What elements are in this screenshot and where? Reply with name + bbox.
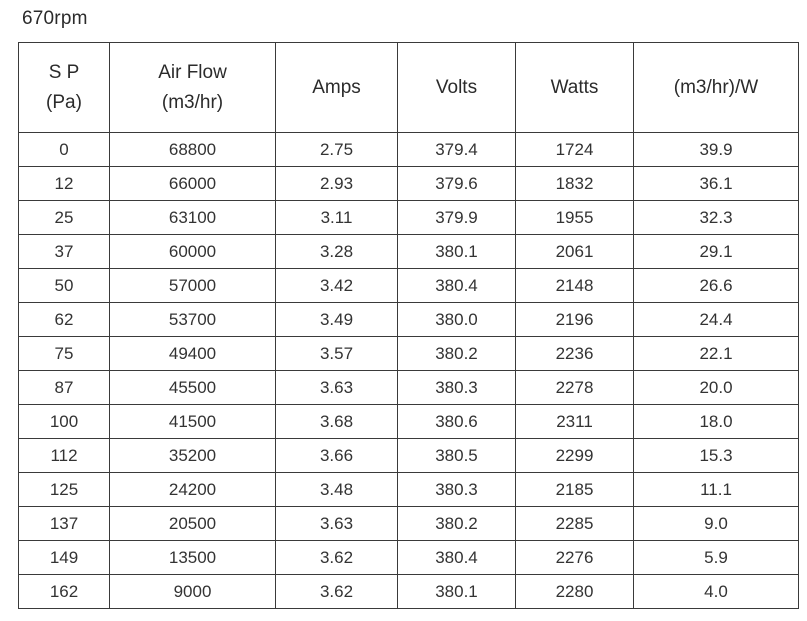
efficiency-cell: 39.9 [634, 133, 799, 167]
watts-cell: 2311 [516, 405, 634, 439]
air-flow-cell: 41500 [110, 405, 276, 439]
page-title: 670rpm [22, 8, 88, 29]
sp-cell: 87 [19, 371, 110, 405]
header-label-line2: (m3/hr) [161, 91, 224, 113]
header-static-pressure [19, 43, 110, 133]
header-volts: Volts [398, 43, 516, 133]
efficiency-cell: 18.0 [634, 405, 799, 439]
amps-cell: 2.75 [276, 133, 398, 167]
sp-cell: 12 [19, 167, 110, 201]
amps-cell: 3.63 [276, 507, 398, 541]
performance-table [18, 42, 799, 609]
table-row [19, 269, 799, 303]
air-flow-cell: 66000 [110, 167, 276, 201]
air-flow-cell: 20500 [110, 507, 276, 541]
watts-cell: 2285 [516, 507, 634, 541]
watts-cell: 2185 [516, 473, 634, 507]
amps-cell: 3.11 [276, 201, 398, 235]
efficiency-cell: 32.3 [634, 201, 799, 235]
sp-cell: 25 [19, 201, 110, 235]
header-efficiency: (m3/hr)/W [634, 43, 799, 133]
watts-cell: 2148 [516, 269, 634, 303]
header-watts: Watts [516, 43, 634, 133]
volts-cell: 380.4 [398, 541, 516, 575]
volts-cell: 380.6 [398, 405, 516, 439]
amps-cell: 3.49 [276, 303, 398, 337]
amps-cell: 3.57 [276, 337, 398, 371]
table-row [19, 575, 799, 609]
watts-cell: 2280 [516, 575, 634, 609]
watts-cell: 2196 [516, 303, 634, 337]
volts-cell: 380.3 [398, 371, 516, 405]
table-row [19, 201, 799, 235]
sp-cell: 162 [19, 575, 110, 609]
table-row [19, 541, 799, 575]
sp-cell: 37 [19, 235, 110, 269]
amps-cell: 3.68 [276, 405, 398, 439]
volts-cell: 380.2 [398, 507, 516, 541]
header-air-flow [110, 43, 276, 133]
air-flow-cell: 13500 [110, 541, 276, 575]
watts-cell: 1832 [516, 167, 634, 201]
efficiency-cell: 15.3 [634, 439, 799, 473]
air-flow-cell: 9000 [110, 575, 276, 609]
air-flow-cell: 45500 [110, 371, 276, 405]
amps-cell: 3.62 [276, 541, 398, 575]
volts-cell: 380.4 [398, 269, 516, 303]
volts-cell: 380.1 [398, 235, 516, 269]
efficiency-cell: 26.6 [634, 269, 799, 303]
volts-cell: 380.2 [398, 337, 516, 371]
efficiency-cell: 9.0 [634, 507, 799, 541]
watts-cell: 1955 [516, 201, 634, 235]
table-row [19, 167, 799, 201]
amps-cell: 3.63 [276, 371, 398, 405]
watts-cell: 2278 [516, 371, 634, 405]
table-row [19, 473, 799, 507]
air-flow-cell: 63100 [110, 201, 276, 235]
amps-cell: 3.66 [276, 439, 398, 473]
efficiency-cell: 11.1 [634, 473, 799, 507]
table-row [19, 507, 799, 541]
volts-cell: 380.1 [398, 575, 516, 609]
table-row [19, 337, 799, 371]
header-label-line2: (Pa) [46, 91, 82, 113]
amps-cell: 2.93 [276, 167, 398, 201]
air-flow-cell: 57000 [110, 269, 276, 303]
air-flow-cell: 35200 [110, 439, 276, 473]
sp-cell: 125 [19, 473, 110, 507]
watts-cell: 2276 [516, 541, 634, 575]
sp-cell: 0 [19, 133, 110, 167]
sp-cell: 137 [19, 507, 110, 541]
air-flow-cell: 68800 [110, 133, 276, 167]
efficiency-cell: 4.0 [634, 575, 799, 609]
volts-cell: 379.6 [398, 167, 516, 201]
amps-cell: 3.62 [276, 575, 398, 609]
amps-cell: 3.48 [276, 473, 398, 507]
sp-cell: 62 [19, 303, 110, 337]
sp-cell: 50 [19, 269, 110, 303]
air-flow-cell: 24200 [110, 473, 276, 507]
amps-cell: 3.28 [276, 235, 398, 269]
table-row [19, 133, 799, 167]
table-row [19, 405, 799, 439]
sp-cell: 112 [19, 439, 110, 473]
efficiency-cell: 5.9 [634, 541, 799, 575]
volts-cell: 379.9 [398, 201, 516, 235]
volts-cell: 380.5 [398, 439, 516, 473]
air-flow-cell: 53700 [110, 303, 276, 337]
table-row [19, 303, 799, 337]
sp-cell: 149 [19, 541, 110, 575]
header-amps: Amps [276, 43, 398, 133]
watts-cell: 2299 [516, 439, 634, 473]
table-row [19, 439, 799, 473]
amps-cell: 3.42 [276, 269, 398, 303]
air-flow-cell: 49400 [110, 337, 276, 371]
volts-cell: 379.4 [398, 133, 516, 167]
header-label-line1: S P [48, 61, 80, 83]
watts-cell: 2061 [516, 235, 634, 269]
table-row [19, 371, 799, 405]
sp-cell: 100 [19, 405, 110, 439]
header-label-line1: Air Flow [158, 61, 227, 83]
volts-cell: 380.3 [398, 473, 516, 507]
efficiency-cell: 20.0 [634, 371, 799, 405]
watts-cell: 2236 [516, 337, 634, 371]
air-flow-cell: 60000 [110, 235, 276, 269]
efficiency-cell: 29.1 [634, 235, 799, 269]
volts-cell: 380.0 [398, 303, 516, 337]
efficiency-cell: 22.1 [634, 337, 799, 371]
watts-cell: 1724 [516, 133, 634, 167]
table-row [19, 235, 799, 269]
sp-cell: 75 [19, 337, 110, 371]
header-row [19, 43, 799, 133]
efficiency-cell: 36.1 [634, 167, 799, 201]
efficiency-cell: 24.4 [634, 303, 799, 337]
